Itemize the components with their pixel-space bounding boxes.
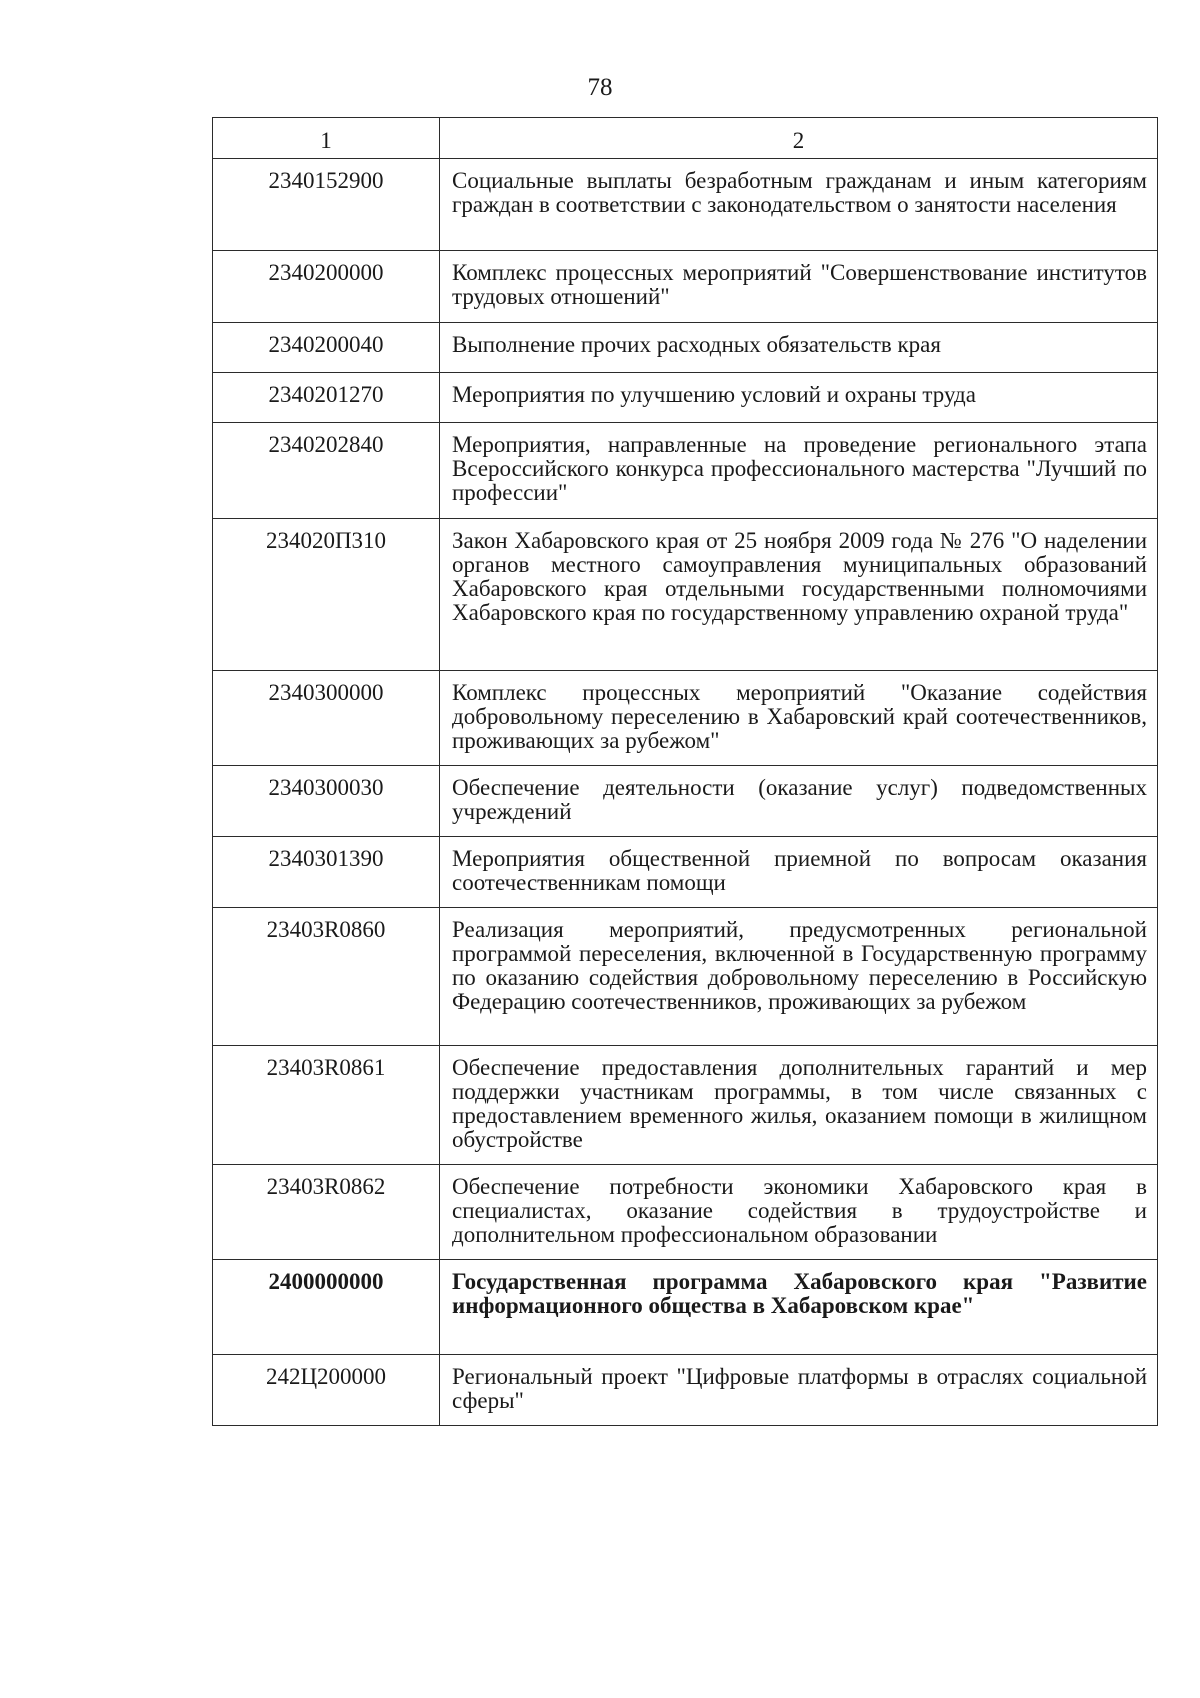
row-description: Выполнение прочих расходных обязательств края: [440, 323, 1158, 373]
row-description: Мероприятия, направленные на проведение регионального этапа Всероссийского конкурса профессионального мастерства "Лучший по профессии": [440, 423, 1158, 519]
row-description: Комплекс процессных мероприятий "Совершенствование институтов трудовых отношений": [440, 251, 1158, 323]
row-code: 2340300000: [213, 671, 440, 766]
table-row: [213, 671, 1158, 766]
row-description: Государственная программа Хабаровского края "Развитие информационного общества в Хабаровском крае": [440, 1260, 1158, 1355]
table-row: [213, 373, 1158, 423]
row-code: 2340202840: [213, 423, 440, 519]
table-row: [213, 1046, 1158, 1165]
row-code: 23403R0861: [213, 1046, 440, 1165]
row-description: Закон Хабаровского края от 25 ноября 2009 года № 276 "О наделении органов местного самоуправления муниципальных образований Хабаровского края отдельными государственными полномочиями Хабаровского края по государственному управлению охраной труда": [440, 519, 1158, 671]
table-row: [213, 519, 1158, 671]
row-description: Обеспечение деятельности (оказание услуг) подведомственных учреждений: [440, 766, 1158, 837]
row-code: 23403R0862: [213, 1165, 440, 1260]
row-description: Мероприятия общественной приемной по вопросам оказания соотечественникам помощи: [440, 837, 1158, 908]
row-code: 2400000000: [213, 1260, 440, 1355]
table-row: [213, 1355, 1158, 1426]
table-row: [213, 1260, 1158, 1355]
table-row: [213, 1165, 1158, 1260]
row-code: 2340301390: [213, 837, 440, 908]
column-header-code: 1: [213, 118, 440, 159]
table-row: [213, 837, 1158, 908]
row-code: 2340200040: [213, 323, 440, 373]
row-code: 242Ц200000: [213, 1355, 440, 1426]
budget-code-table: [212, 117, 1158, 1426]
table-row: [213, 423, 1158, 519]
row-code: 23403R0860: [213, 908, 440, 1046]
row-code: 2340300030: [213, 766, 440, 837]
row-code: 234020П310: [213, 519, 440, 671]
row-description: Реализация мероприятий, предусмотренных региональной программой переселения, включенной в Государственную программу по оказанию содействия добровольному переселению в Российскую Федерацию соотечественников, проживающих за рубежом: [440, 908, 1158, 1046]
table-row: [213, 323, 1158, 373]
row-description: Обеспечение потребности экономики Хабаровского края в специалистах, оказание содействия в трудоустройстве и дополнительном профессиональном образовании: [440, 1165, 1158, 1260]
row-description: Обеспечение предоставления дополнительных гарантий и мер поддержки участникам программы, в том числе связанных с предоставлением временного жилья, оказанием помощи в жилищном обустройстве: [440, 1046, 1158, 1165]
table-row: [213, 251, 1158, 323]
row-description: Социальные выплаты безработным гражданам и иным категориям граждан в соответствии с законодательством о занятости населения: [440, 159, 1158, 251]
row-description: Мероприятия по улучшению условий и охраны труда: [440, 373, 1158, 423]
row-description: Региональный проект "Цифровые платформы в отраслях социальной сферы": [440, 1355, 1158, 1426]
row-code: 2340152900: [213, 159, 440, 251]
table-row: [213, 766, 1158, 837]
table-header-row: [213, 118, 1158, 159]
column-header-description: 2: [440, 118, 1158, 159]
row-code: 2340200000: [213, 251, 440, 323]
page-number: 78: [587, 74, 613, 101]
table-row: [213, 159, 1158, 251]
row-code: 2340201270: [213, 373, 440, 423]
table-row: [213, 908, 1158, 1046]
row-description: Комплекс процессных мероприятий "Оказание содействия добровольному переселению в Хабаровский край соотечественников, проживающих за рубежом": [440, 671, 1158, 766]
